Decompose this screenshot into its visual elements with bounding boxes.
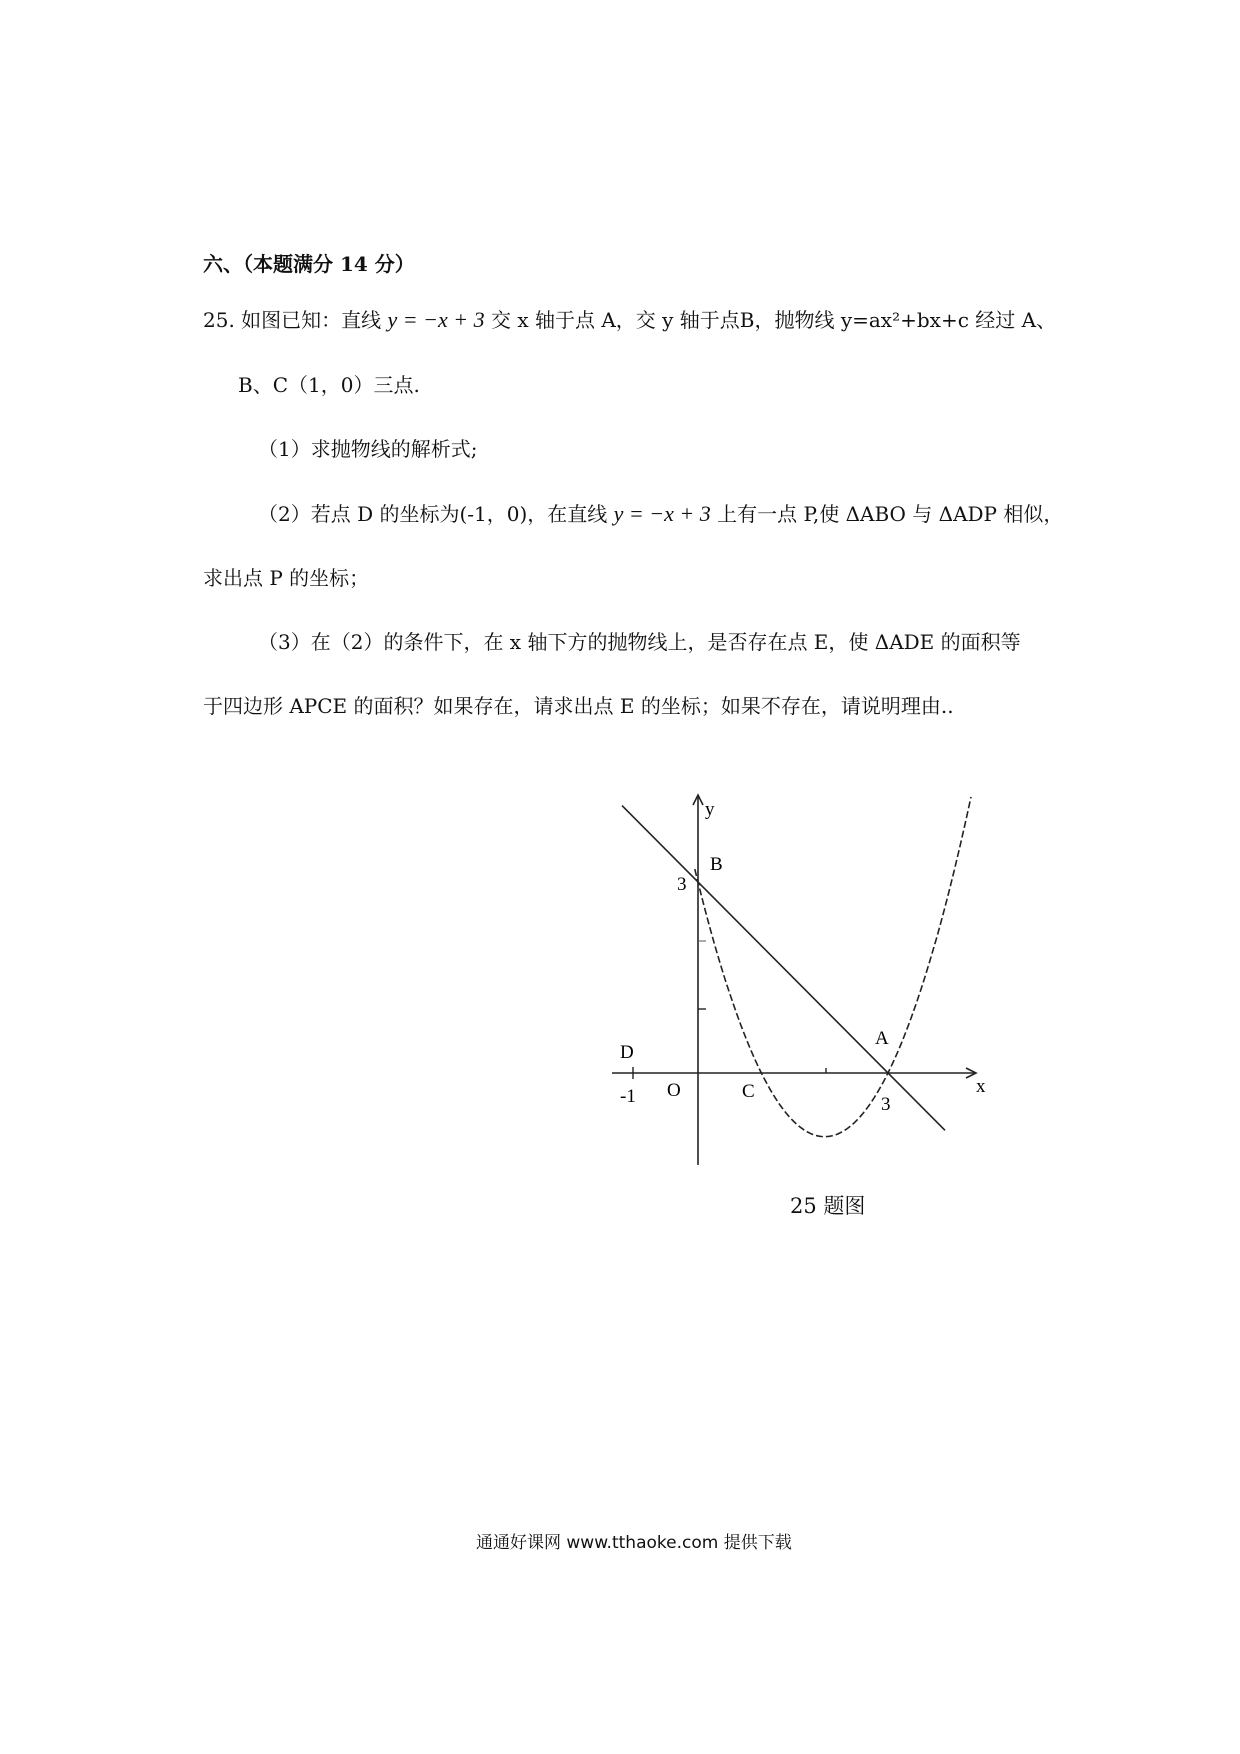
problem-intro: 如图已知：直线 xyxy=(241,308,382,332)
label-C: C xyxy=(742,1081,755,1102)
problem-intro-rest: 交 x 轴于点 A，交 y 轴于点B，抛物线 y=ax²+bx+c 经过 A、 xyxy=(490,308,1057,332)
label-O: O xyxy=(667,1080,681,1101)
label-3-x: 3 xyxy=(881,1094,891,1115)
question-1: （1）求抛物线的解析式; xyxy=(258,437,478,461)
figure-caption: 25 题图 xyxy=(790,1194,866,1218)
figure-graph xyxy=(600,780,1000,1180)
label-D: D xyxy=(620,1042,634,1063)
question-3-line-1: （3）在（2）的条件下，在 x 轴下方的抛物线上，是否存在点 E，使 ΔADE 的面积等 xyxy=(258,630,1021,654)
label-A: A xyxy=(875,1028,889,1049)
line-equation: y = −x + 3 xyxy=(387,307,485,332)
problem-line-1 xyxy=(203,306,1056,334)
label-3-y: 3 xyxy=(677,874,687,895)
label-y: y xyxy=(705,799,715,820)
question-2-equation: y = −x + 3 xyxy=(613,501,711,526)
question-3-line-2: 于四边形 APCE 的面积？如果存在，请求出点 E 的坐标；如果不存在，请说明理由.. xyxy=(203,694,954,718)
section-heading: 六、（本题满分 14 分） xyxy=(203,252,415,276)
page-footer: 通通好课网 www.tthaoke.com 提供下载 xyxy=(476,1533,792,1553)
problem-number: 25. xyxy=(203,308,235,332)
question-2-pre: （2）若点 D 的坐标为(-1，0)，在直线 xyxy=(258,502,608,526)
question-2-post: 上有一点 P,使 ΔABO 与 ΔADP 相似， xyxy=(717,502,1064,526)
question-2-line-1 xyxy=(258,500,1063,528)
problem-line-2: B、C（1，0）三点. xyxy=(238,373,420,397)
label-minus-1: -1 xyxy=(620,1086,636,1107)
label-x: x xyxy=(976,1076,986,1097)
question-2-line-2: 求出点 P 的坐标； xyxy=(203,566,370,590)
parabola-curve xyxy=(695,797,971,1137)
label-B: B xyxy=(710,854,723,875)
